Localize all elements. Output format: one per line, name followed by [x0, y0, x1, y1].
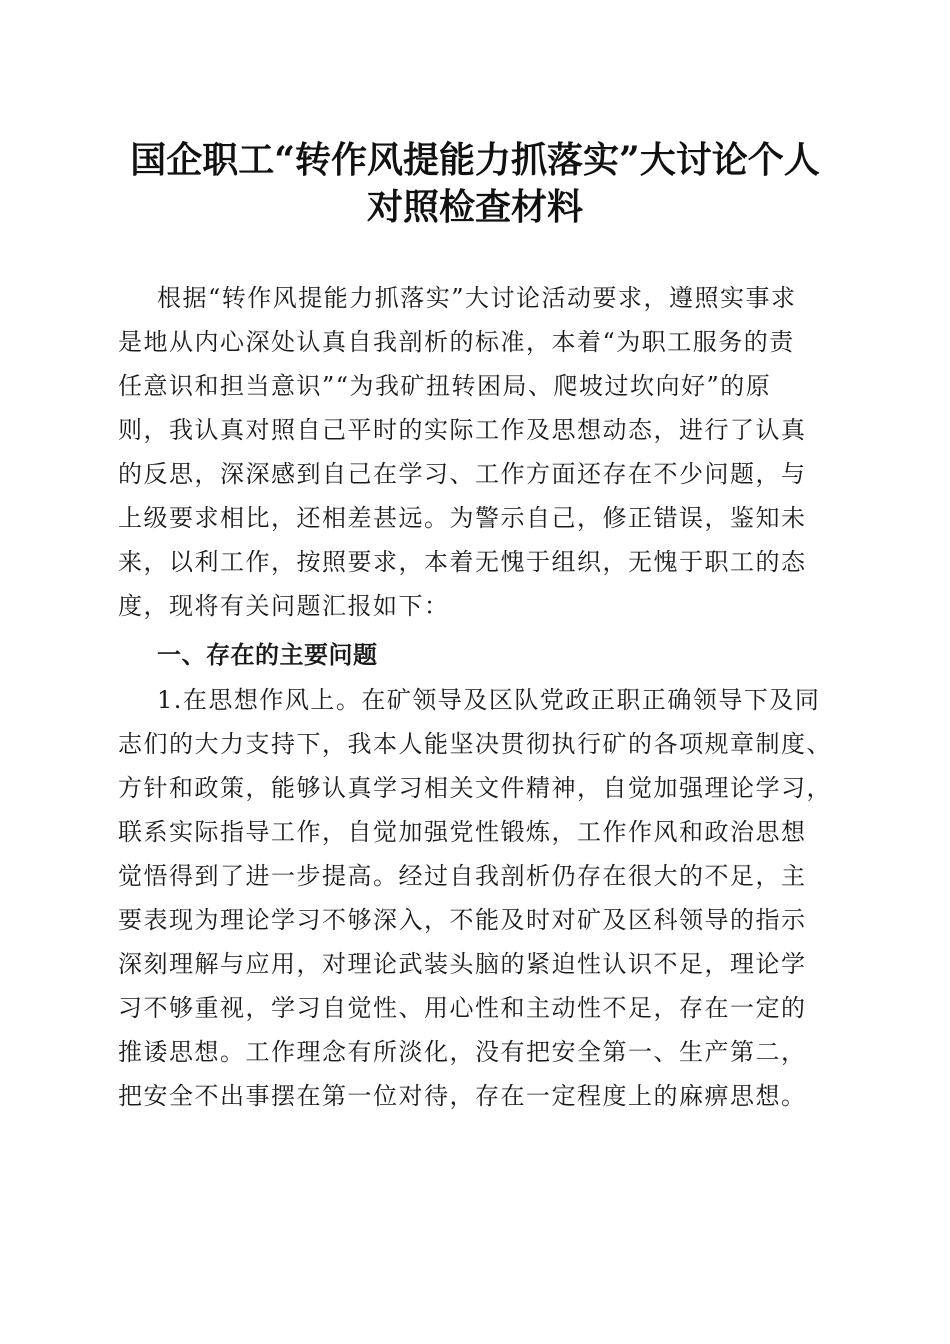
- section-heading: 一、存在的主要问题: [157, 641, 378, 669]
- intro-paragraph-line: 是地从内心深处认真自我剖析的标准，本着“为职工服务的责: [118, 328, 795, 356]
- document-title-line-1: 国企职工“转作风提能力抓落实”大讨论个人: [130, 139, 820, 181]
- intro-paragraph-line: 根据“转作风提能力抓落实”大讨论活动要求，遵照实事求: [157, 284, 797, 312]
- intro-paragraph-line: 上级要求相比，还相差甚远。为警示自己，修正错误，鉴知未: [118, 504, 807, 532]
- intro-paragraph-line: 的反思，深深感到自己在学习、工作方面还存在不少问题，与: [118, 460, 807, 488]
- item1-paragraph-line: 推诿思想。工作理念有所淡化，没有把安全第一、生产第二，: [118, 1038, 807, 1066]
- item1-paragraph-line: 深刻理解与应用，对理论武装头脑的紧迫性认识不足，理论学: [118, 950, 807, 978]
- item1-paragraph-line: 把安全不出事摆在第一位对待，存在一定程度上的麻痹思想。: [118, 1082, 807, 1110]
- item1-paragraph-line: 习不够重视，学习自觉性、用心性和主动性不足，存在一定的: [118, 994, 807, 1022]
- item1-paragraph-line: 1.在思想作风上。在矿领导及区队党政正职正确领导下及同: [157, 686, 821, 714]
- item1-paragraph-line: 要表现为理论学习不够深入，不能及时对矿及区科领导的指示: [118, 906, 807, 934]
- item1-paragraph-line: 觉悟得到了进一步提高。经过自我剖析仍存在很大的不足，主: [118, 862, 807, 890]
- item1-paragraph-line: 联系实际指导工作，自觉加强党性锻炼，工作作风和政治思想: [118, 818, 807, 846]
- document-title-line-2: 对照检查材料: [366, 186, 583, 228]
- item1-paragraph-line: 志们的大力支持下，我本人能坚决贯彻执行矿的各项规章制度、: [118, 730, 832, 758]
- item1-paragraph-line: 方针和政策，能够认真学习相关文件精神，自觉加强理论学习，: [118, 774, 832, 802]
- intro-paragraph-line: 度，现将有关问题汇报如下：: [118, 592, 450, 620]
- intro-paragraph-line: 任意识和担当意识”“为我矿扭转困局、爬坡过坎向好”的原: [118, 372, 772, 400]
- intro-paragraph-line: 来，以利工作，按照要求，本着无愧于组织，无愧于职工的态: [118, 548, 807, 576]
- intro-paragraph-line: 则，我认真对照自己平时的实际工作及思想动态，进行了认真: [118, 416, 807, 444]
